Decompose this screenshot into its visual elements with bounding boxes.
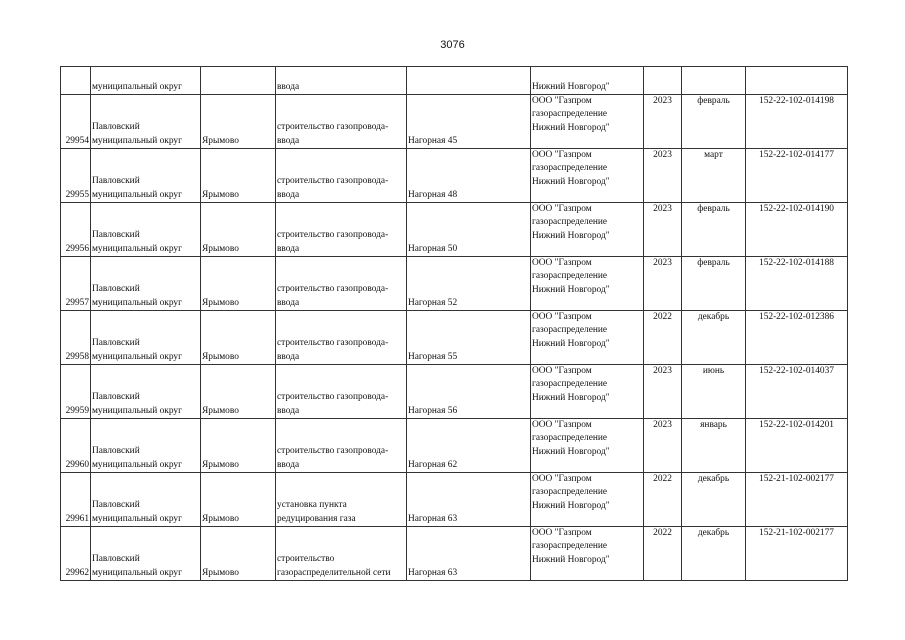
cell-district bbox=[91, 311, 201, 365]
district-line: Павловский bbox=[92, 284, 140, 295]
cell-district bbox=[91, 149, 201, 203]
cell-settlement: Ярымово bbox=[201, 149, 276, 203]
cell-num bbox=[61, 67, 91, 95]
object-line: ввода bbox=[277, 297, 300, 308]
cell-object bbox=[276, 203, 407, 257]
district-line: Павловский bbox=[92, 500, 140, 511]
cell-code: 152-22-102-014037 bbox=[746, 365, 848, 419]
district-line: Павловский bbox=[92, 338, 140, 349]
table-row bbox=[61, 365, 848, 419]
cell-code: 152-22-102-014188 bbox=[746, 257, 848, 311]
cell-code: 152-21-102-002177 bbox=[746, 473, 848, 527]
table-row-continued bbox=[61, 67, 848, 95]
registry-table bbox=[60, 66, 848, 581]
cell-num: 29955 bbox=[61, 149, 91, 203]
cell-object bbox=[276, 419, 407, 473]
cell-month: февраль bbox=[682, 203, 746, 257]
org-line: газораспределение bbox=[532, 217, 608, 228]
cell-object bbox=[276, 257, 407, 311]
cell-address: Нагорная 56 bbox=[407, 365, 531, 419]
object-line: строительство газопровода- bbox=[277, 446, 389, 457]
org-line: ООО "Газпром bbox=[532, 96, 592, 106]
cell-district bbox=[91, 527, 201, 581]
cell-address: Нагорная 62 bbox=[407, 419, 531, 473]
table-row bbox=[61, 149, 848, 203]
org-line: Нижний Новгород" bbox=[532, 338, 610, 349]
page-number: 3076 bbox=[440, 39, 465, 51]
table-row bbox=[61, 311, 848, 365]
cell-year: 2023 bbox=[644, 149, 682, 203]
cell-month: декабрь bbox=[682, 311, 746, 365]
org-line: ООО "Газпром bbox=[532, 528, 592, 538]
cell-num: 29962 bbox=[61, 527, 91, 581]
table-row bbox=[61, 203, 848, 257]
org-line: Нижний Новгород" bbox=[532, 446, 610, 457]
object-line: строительство газопровода- bbox=[277, 230, 389, 241]
cell-org: Нижний Новгород" bbox=[531, 67, 644, 95]
cell-org bbox=[531, 257, 644, 311]
cell-address: Нагорная 55 bbox=[407, 311, 531, 365]
org-line: газораспределение bbox=[532, 325, 608, 336]
object-line: редуцирования газа bbox=[277, 513, 356, 524]
org-line: ООО "Газпром bbox=[532, 366, 592, 376]
org-line: ООО "Газпром bbox=[532, 312, 592, 322]
org-line: газораспределение bbox=[532, 109, 608, 120]
district-line: муниципальный округ bbox=[92, 459, 182, 470]
cell-object bbox=[276, 527, 407, 581]
org-line: Нижний Новгород" bbox=[532, 122, 610, 133]
org-line: Нижний Новгород" bbox=[532, 284, 610, 295]
district-line: муниципальный округ bbox=[92, 513, 182, 524]
object-line: ввода bbox=[277, 243, 300, 254]
object-line: строительство bbox=[277, 554, 335, 565]
cell-settlement: Ярымово bbox=[201, 257, 276, 311]
org-line: Нижний Новгород" bbox=[532, 392, 610, 403]
cell-object bbox=[276, 311, 407, 365]
cell-settlement: Ярымово bbox=[201, 527, 276, 581]
org-line: Нижний Новгород" bbox=[532, 500, 610, 511]
district-line: муниципальный округ bbox=[92, 135, 182, 146]
cell-year: 2022 bbox=[644, 527, 682, 581]
cell-org bbox=[531, 527, 644, 581]
cell-year: 2023 bbox=[644, 257, 682, 311]
district-line: муниципальный округ bbox=[92, 189, 182, 200]
district-line: муниципальный округ bbox=[92, 297, 182, 308]
cell-settlement: Ярымово bbox=[201, 473, 276, 527]
object-line: ввода bbox=[277, 135, 300, 146]
cell-org bbox=[531, 203, 644, 257]
cell-org bbox=[531, 311, 644, 365]
district-line: муниципальный округ bbox=[92, 405, 182, 416]
district-line: Павловский bbox=[92, 392, 140, 403]
cell-org bbox=[531, 149, 644, 203]
cell-month: март bbox=[682, 149, 746, 203]
table-row bbox=[61, 95, 848, 149]
cell-month: январь bbox=[682, 419, 746, 473]
district-line: Павловский bbox=[92, 176, 140, 187]
org-line: ООО "Газпром bbox=[532, 150, 592, 160]
district-line: Павловский bbox=[92, 122, 140, 133]
cell-code bbox=[746, 67, 848, 95]
cell-address: Нагорная 45 bbox=[407, 95, 531, 149]
org-line: газораспределение bbox=[532, 163, 608, 174]
district-line: муниципальный округ bbox=[92, 243, 182, 254]
cell-year: 2023 bbox=[644, 419, 682, 473]
table-row bbox=[61, 473, 848, 527]
cell-district bbox=[91, 419, 201, 473]
org-line: ООО "Газпром bbox=[532, 474, 592, 484]
cell-code: 152-22-102-012386 bbox=[746, 311, 848, 365]
cell-address: Нагорная 63 bbox=[407, 473, 531, 527]
cell-code: 152-22-102-014198 bbox=[746, 95, 848, 149]
org-line: газораспределение bbox=[532, 433, 608, 444]
cell-district bbox=[91, 95, 201, 149]
object-line: ввода bbox=[277, 459, 300, 470]
cell-year: 2023 bbox=[644, 203, 682, 257]
cell-org bbox=[531, 95, 644, 149]
cell-object bbox=[276, 365, 407, 419]
org-line: Нижний Новгород" bbox=[532, 554, 610, 565]
cell-code: 152-22-102-014201 bbox=[746, 419, 848, 473]
cell-org bbox=[531, 365, 644, 419]
district-line: муниципальный округ bbox=[92, 351, 182, 362]
org-line: ООО "Газпром bbox=[532, 420, 592, 430]
object-line: строительство газопровода- bbox=[277, 284, 389, 295]
cell-org bbox=[531, 419, 644, 473]
cell-code: 152-21-102-002177 bbox=[746, 527, 848, 581]
cell-code: 152-22-102-014177 bbox=[746, 149, 848, 203]
district-line: Павловский bbox=[92, 554, 140, 565]
cell-month: декабрь bbox=[682, 527, 746, 581]
cell-object bbox=[276, 149, 407, 203]
cell-month: декабрь bbox=[682, 473, 746, 527]
cell-address: Нагорная 50 bbox=[407, 203, 531, 257]
cell-year: 2022 bbox=[644, 311, 682, 365]
cell-district bbox=[91, 473, 201, 527]
object-line: установка пункта bbox=[277, 500, 347, 511]
cell-settlement: Ярымово bbox=[201, 419, 276, 473]
cell-settlement: Ярымово bbox=[201, 365, 276, 419]
object-line: ввода bbox=[277, 405, 300, 416]
cell-year: 2023 bbox=[644, 95, 682, 149]
district-line: муниципальный округ bbox=[92, 567, 182, 578]
org-line: Нижний Новгород" bbox=[532, 176, 610, 187]
org-line: ООО "Газпром bbox=[532, 204, 592, 214]
cell-address: Нагорная 63 bbox=[407, 527, 531, 581]
cell-district: муниципальный округ bbox=[91, 67, 201, 95]
object-line: ввода bbox=[277, 189, 300, 200]
district-line: Павловский bbox=[92, 230, 140, 241]
cell-settlement: Ярымово bbox=[201, 95, 276, 149]
object-line: строительство газопровода- bbox=[277, 338, 389, 349]
org-line: газораспределение bbox=[532, 379, 608, 390]
cell-object: ввода bbox=[276, 67, 407, 95]
cell-settlement bbox=[201, 67, 276, 95]
object-line: строительство газопровода- bbox=[277, 392, 389, 403]
cell-year bbox=[644, 67, 682, 95]
cell-num: 29959 bbox=[61, 365, 91, 419]
object-line: ввода bbox=[277, 351, 300, 362]
cell-month bbox=[682, 67, 746, 95]
cell-num: 29957 bbox=[61, 257, 91, 311]
cell-district bbox=[91, 257, 201, 311]
cell-num: 29954 bbox=[61, 95, 91, 149]
cell-object bbox=[276, 95, 407, 149]
cell-num: 29961 bbox=[61, 473, 91, 527]
table-row bbox=[61, 527, 848, 581]
object-line: строительство газопровода- bbox=[277, 122, 389, 133]
table-row bbox=[61, 257, 848, 311]
cell-year: 2022 bbox=[644, 473, 682, 527]
cell-object bbox=[276, 473, 407, 527]
cell-month: июнь bbox=[682, 365, 746, 419]
cell-year: 2023 bbox=[644, 365, 682, 419]
cell-address: Нагорная 48 bbox=[407, 149, 531, 203]
org-line: ООО "Газпром bbox=[532, 258, 592, 268]
org-line: газораспределение bbox=[532, 541, 608, 552]
cell-address: Нагорная 52 bbox=[407, 257, 531, 311]
object-line: строительство газопровода- bbox=[277, 176, 389, 187]
org-line: газораспределение bbox=[532, 271, 608, 282]
cell-address bbox=[407, 67, 531, 95]
object-line: газораспределительной сети bbox=[277, 567, 391, 578]
cell-month: февраль bbox=[682, 95, 746, 149]
cell-district bbox=[91, 203, 201, 257]
district-line: Павловский bbox=[92, 446, 140, 457]
org-line: Нижний Новгород" bbox=[532, 230, 610, 241]
cell-settlement: Ярымово bbox=[201, 203, 276, 257]
cell-num: 29956 bbox=[61, 203, 91, 257]
cell-num: 29958 bbox=[61, 311, 91, 365]
cell-settlement: Ярымово bbox=[201, 311, 276, 365]
cell-org bbox=[531, 473, 644, 527]
table-row bbox=[61, 419, 848, 473]
cell-month: февраль bbox=[682, 257, 746, 311]
cell-num: 29960 bbox=[61, 419, 91, 473]
org-line: газораспределение bbox=[532, 487, 608, 498]
cell-district bbox=[91, 365, 201, 419]
cell-code: 152-22-102-014190 bbox=[746, 203, 848, 257]
